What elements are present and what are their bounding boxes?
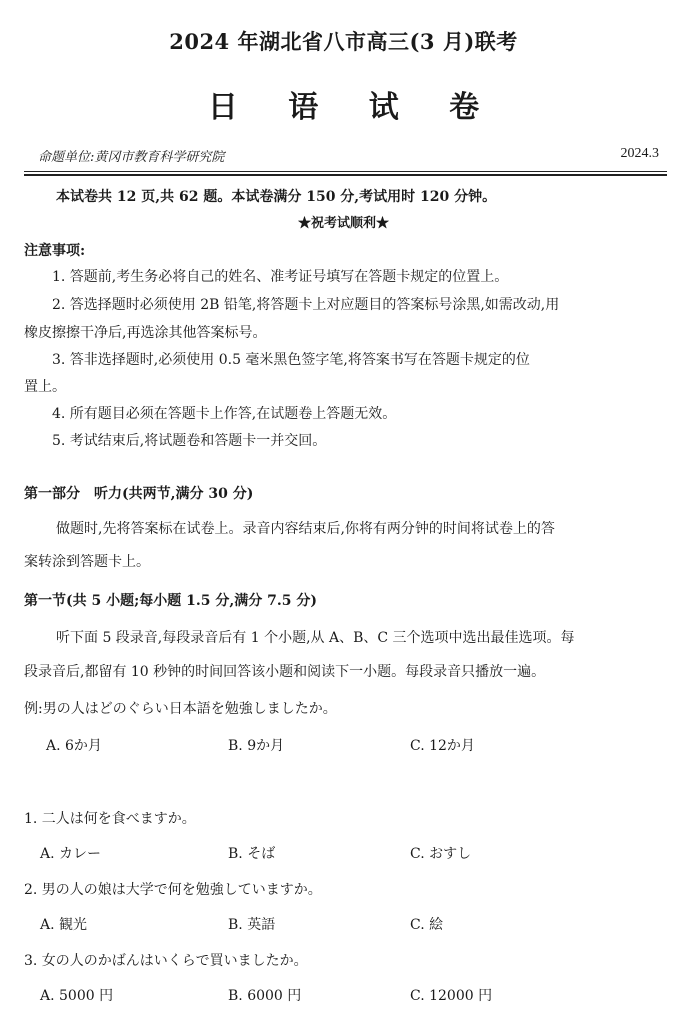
- note-3-line-1: 3. 答非选择题时,必须使用 0.5 毫米黑色签字笔,将答案书写在答题卡规定的位: [52, 352, 530, 368]
- exam-date: 2024.3: [620, 146, 659, 161]
- note-1: 1. 答题前,考生务必将自己的姓名、准考证号填写在答题卡规定的位置上。: [52, 269, 509, 285]
- subject-title: 日 语 试 卷: [207, 90, 500, 125]
- example-option-a: A. 6か月: [46, 738, 102, 754]
- section1-desc-line-1: 听下面 5 段录音,每段录音后有 1 个小题,从 A、B、C 三个选项中选出最佳选项。每: [56, 630, 575, 646]
- unit-line: [38, 146, 659, 166]
- example-option-c: C. 12か月: [410, 738, 475, 754]
- example-question: 例:男の人はどのぐらい日本語を勉強しましたか。: [24, 701, 337, 717]
- note-3-line-2: 置上。: [24, 379, 66, 395]
- good-luck-line: ★祝考试顺利★: [297, 216, 389, 231]
- part1-heading: 第一部分 听力(共两节,满分 30 分): [24, 486, 254, 502]
- note-2-line-1: 2. 答选择题时必须使用 2B 铅笔,将答题卡上对应题目的答案标号涂黑,如需改动,用: [52, 297, 560, 313]
- question-1: 1. 二人は何を食べますか。: [24, 811, 196, 827]
- example-option-b: B. 9か月: [228, 738, 285, 754]
- notes-heading: 注意事项:: [24, 243, 86, 259]
- note-2-line-2: 橡皮擦擦干净后,再选涂其他答案标号。: [24, 325, 267, 341]
- note-4: 4. 所有题目必须在答题卡上作答,在试题卷上答题无效。: [52, 406, 397, 422]
- question-2-option-b: B. 英語: [228, 917, 276, 933]
- part1-desc-line-2: 案转涂到答题卡上。: [24, 554, 150, 570]
- exam-summary: 本试卷共 12 页,共 62 题。本试卷满分 150 分,考试用时 120 分钟。: [56, 189, 497, 205]
- question-1-option-a: A. カレー: [40, 846, 102, 862]
- divider-thin: [24, 171, 667, 172]
- exam-title: 2024 年湖北省八市高三(3 月)联考: [169, 29, 518, 54]
- question-3-option-c: C. 12000 円: [410, 988, 493, 1004]
- question-1-option-b: B. そば: [228, 846, 276, 862]
- question-1-option-c: C. おすし: [410, 846, 472, 862]
- question-2: 2. 男の人の娘は大学で何を勉強していますか。: [24, 882, 322, 898]
- question-2-option-a: A. 観光: [40, 917, 88, 933]
- setter-unit: 命题单位:黄冈市教育科学研究院: [38, 150, 225, 165]
- section1-heading: 第一节(共 5 小题;每小题 1.5 分,满分 7.5 分): [24, 593, 317, 609]
- divider-thick: [24, 174, 667, 176]
- section1-desc-line-2: 段录音后,都留有 10 秒钟的时间回答该小题和阅读下一小题。每段录音只播放一遍。: [24, 664, 546, 680]
- part1-desc-line-1: 做题时,先将答案标在试卷上。录音内容结束后,你将有两分钟的时间将试卷上的答: [56, 521, 555, 537]
- question-2-option-c: C. 絵: [410, 917, 444, 933]
- question-3-option-a: A. 5000 円: [40, 988, 114, 1004]
- note-5: 5. 考试结束后,将试题卷和答题卡一并交回。: [52, 433, 327, 449]
- question-3: 3. 女の人のかばんはいくらで買いましたか。: [24, 953, 308, 969]
- question-3-option-b: B. 6000 円: [228, 988, 302, 1004]
